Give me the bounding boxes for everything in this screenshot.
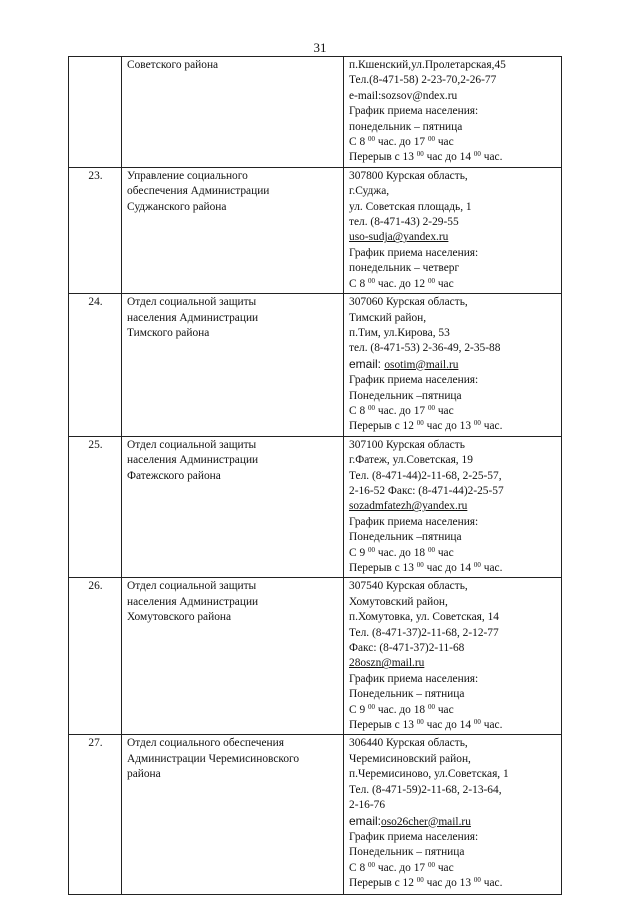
schedule-line: [349, 135, 557, 150]
contact-line: п.Черемисиново, ул.Советская, 1: [349, 768, 509, 781]
contact-line: 307060 Курская область,: [349, 296, 468, 309]
schedule-text: Перерыв с 12: [349, 420, 417, 433]
contact-line: e-mail:sozsov@ndex.ru: [349, 89, 458, 102]
contact-line: 307540 Курская область,: [349, 580, 468, 593]
organization-name-line: Отдел социальной защиты: [127, 438, 257, 451]
organization-name-cell: [122, 167, 344, 293]
organization-name-line: Хомутовского района: [127, 611, 232, 624]
schedule-text: час.: [480, 420, 503, 433]
organization-name-cell: [122, 735, 344, 895]
time-minutes: 00: [427, 135, 435, 144]
time-minutes: 00: [368, 403, 375, 412]
time-minutes: 00: [427, 702, 435, 711]
row-number: 25.: [88, 438, 103, 451]
time-minutes: 00: [427, 403, 435, 412]
organization-name-line: обеспечения Администрации: [127, 185, 270, 198]
contact-line: Понедельник –пятница: [349, 531, 462, 544]
organization-name-line: населения Администрации: [127, 595, 259, 608]
table-row: [69, 57, 562, 168]
schedule-text: час до 13: [423, 420, 474, 433]
schedule-text: час.: [480, 719, 503, 732]
row-number-cell: [69, 735, 122, 895]
contact-info-cell: [344, 578, 562, 735]
row-number-cell: [69, 294, 122, 437]
contact-line: г.Суджа,: [349, 185, 390, 198]
contact-line: п.Кшенский,ул.Пролетарская,45: [349, 59, 506, 71]
schedule-line: [349, 876, 557, 891]
row-number: 24.: [88, 296, 103, 309]
contact-line: 307100 Курская область: [349, 438, 465, 451]
contact-line: 307800 Курская область,: [349, 169, 468, 182]
schedule-text: час. до 17: [375, 404, 428, 417]
organization-name-cell: [122, 294, 344, 437]
contact-line: График приема населения:: [349, 515, 479, 528]
contact-line: График приема населения:: [349, 246, 479, 259]
table-row: [69, 578, 562, 735]
time-minutes: 00: [416, 876, 424, 885]
schedule-line: [349, 150, 557, 165]
schedule-line: [349, 404, 557, 419]
contact-line: Понедельник –пятница: [349, 389, 462, 402]
row-number: 26.: [88, 580, 103, 593]
time-minutes: 00: [473, 718, 481, 727]
time-minutes: 00: [427, 276, 435, 285]
schedule-text: С 8: [349, 404, 368, 417]
email-line: [349, 656, 557, 671]
email-line: [349, 230, 557, 245]
schedule-text: час. до 18: [375, 703, 428, 716]
time-minutes: 00: [427, 545, 435, 554]
contact-line: г.Фатеж, ул.Советская, 19: [349, 454, 473, 467]
schedule-line: [349, 718, 557, 733]
table-row: [69, 294, 562, 437]
schedule-text: С 9: [349, 546, 368, 559]
email-label: email:: [349, 813, 382, 828]
schedule-text: час: [434, 703, 454, 716]
contact-line: Факс: (8-471-37)2-11-68: [349, 642, 465, 655]
schedule-text: час.: [480, 877, 503, 890]
time-minutes: 00: [416, 419, 424, 428]
organization-name-cell: [122, 436, 344, 578]
contact-line: п.Хомутовка, ул. Советская, 14: [349, 611, 499, 624]
schedule-text: час до 14: [423, 719, 474, 732]
organization-name-cell: [122, 57, 344, 168]
time-minutes: 00: [368, 276, 375, 285]
contact-line: 306440 Курская область,: [349, 737, 468, 750]
contact-info-cell: [344, 735, 562, 895]
contact-line: График приема населения:: [349, 672, 479, 685]
organization-name-line: Фатежского района: [127, 469, 221, 482]
schedule-line: [349, 561, 557, 576]
contact-info-cell: [344, 57, 562, 168]
page-number: 31: [313, 40, 327, 55]
schedule-text: час: [434, 404, 454, 417]
contact-line: Черемисиновский район,: [349, 752, 471, 765]
row-number: 23.: [88, 169, 103, 182]
contact-line: тел. (8-471-43) 2-29-55: [349, 216, 459, 229]
email-link[interactable]: uso-sudja@yandex.ru: [349, 231, 449, 244]
schedule-text: Перерыв с 13: [349, 151, 417, 164]
time-minutes: 00: [416, 718, 424, 727]
table-row: [69, 735, 562, 895]
organization-name-line: Суджанского района: [127, 200, 227, 213]
row-number: 27.: [88, 737, 103, 750]
time-minutes: 00: [416, 561, 424, 569]
organization-name-line: Отдел социальной защиты: [127, 580, 257, 593]
contact-line: График приема населения:: [349, 830, 479, 843]
schedule-text: час.: [480, 151, 503, 164]
time-minutes: 00: [368, 860, 375, 869]
contact-line: 2-16-52 Факс: (8-471-44)2-25-57: [349, 484, 504, 497]
organization-name-line: Тимского района: [127, 326, 210, 339]
email-label: email:: [349, 356, 385, 371]
schedule-text: час.: [480, 562, 503, 574]
time-minutes: 00: [473, 561, 481, 569]
time-minutes: 00: [473, 150, 481, 159]
email-line: [349, 357, 557, 373]
schedule-text: час: [434, 277, 454, 290]
contact-line: п.Тим, ул.Кирова, 53: [349, 326, 450, 339]
schedule-text: час до 14: [423, 562, 474, 574]
schedule-text: Перерыв с 13: [349, 562, 417, 574]
contact-line: Понедельник – пятница: [349, 688, 465, 701]
organization-name-line: населения Администрации: [127, 311, 259, 324]
schedule-text: час: [434, 546, 454, 559]
contact-line: Тимский район,: [349, 311, 427, 324]
schedule-text: Перерыв с 13: [349, 719, 417, 732]
row-number-cell: [69, 436, 122, 578]
schedule-line: [349, 419, 557, 434]
contact-line: Тел. (8-471-44)2-11-68, 2-25-57,: [349, 469, 502, 482]
schedule-text: час: [434, 861, 454, 874]
schedule-text: С 8: [349, 861, 368, 874]
organization-name-cell: [122, 578, 344, 735]
schedule-text: час до 14: [423, 151, 474, 164]
schedule-text: час. до 17: [375, 861, 428, 874]
contact-line: График приема населения:: [349, 105, 479, 118]
contact-line: Тел. (8-471-59)2-11-68, 2-13-64,: [349, 783, 502, 796]
schedule-line: [349, 277, 557, 292]
contact-line: Тел.(8-471-58) 2-23-70,2-26-77: [349, 74, 497, 87]
contacts-table-body: [69, 57, 562, 895]
row-number-cell: [69, 167, 122, 293]
email-link[interactable]: 28oszn@mail.ru: [349, 657, 425, 670]
time-minutes: 00: [368, 545, 375, 554]
schedule-text: час до 13: [423, 877, 474, 890]
schedule-text: Перерыв с 12: [349, 877, 417, 890]
email-link[interactable]: oso26cher@mail.ru: [381, 815, 471, 828]
contact-line: тел. (8-471-53) 2-36-49, 2-35-88: [349, 342, 501, 355]
contact-line: 2-16-76: [349, 799, 386, 812]
schedule-text: час. до 12: [375, 277, 428, 290]
schedule-text: С 9: [349, 703, 368, 716]
time-minutes: 00: [473, 876, 481, 885]
organization-name-line: Советского района: [127, 59, 219, 71]
contact-line: Понедельник – пятница: [349, 846, 465, 859]
organization-name-line: Управление социального: [127, 169, 248, 182]
schedule-text: час: [434, 136, 454, 149]
row-number-cell: [69, 578, 122, 735]
schedule-line: [349, 703, 557, 718]
schedule-text: час. до 17: [375, 136, 428, 149]
schedule-line: [349, 546, 557, 561]
contact-line: Хомутовский район,: [349, 595, 448, 608]
contact-line: понедельник – четверг: [349, 262, 460, 275]
schedule-text: час. до 18: [375, 546, 428, 559]
organization-name-line: Отдел социальной защиты: [127, 296, 257, 309]
contact-line: График приема населения:: [349, 374, 479, 387]
schedule-line: [349, 861, 557, 876]
contacts-table: [68, 56, 562, 895]
email-link[interactable]: sozadmfatezh@yandex.ru: [349, 500, 468, 513]
time-minutes: 00: [427, 860, 435, 869]
organization-name-line: населения Администрации: [127, 454, 259, 467]
contact-line: Тел. (8-471-37)2-11-68, 2-12-77: [349, 626, 499, 639]
schedule-text: С 8: [349, 136, 368, 149]
table-row: [69, 167, 562, 293]
email-line: [349, 814, 557, 830]
time-minutes: 00: [416, 150, 424, 159]
contact-line: понедельник – пятница: [349, 120, 463, 133]
row-number-cell: [69, 57, 122, 168]
contact-line: ул. Советская площадь, 1: [349, 200, 472, 213]
organization-name-line: района: [127, 768, 161, 781]
table-row: [69, 436, 562, 578]
time-minutes: 00: [368, 135, 375, 144]
schedule-text: С 8: [349, 277, 368, 290]
time-minutes: 00: [473, 419, 481, 428]
contact-info-cell: [344, 167, 562, 293]
contact-info-cell: [344, 436, 562, 578]
contact-info-cell: [344, 294, 562, 437]
time-minutes: 00: [368, 702, 375, 711]
email-link[interactable]: osotim@mail.ru: [384, 358, 459, 371]
organization-name-line: Отдел социального обеспечения: [127, 737, 284, 750]
organization-name-line: Администрации Черемисиновского: [127, 752, 300, 765]
email-line: [349, 499, 557, 514]
